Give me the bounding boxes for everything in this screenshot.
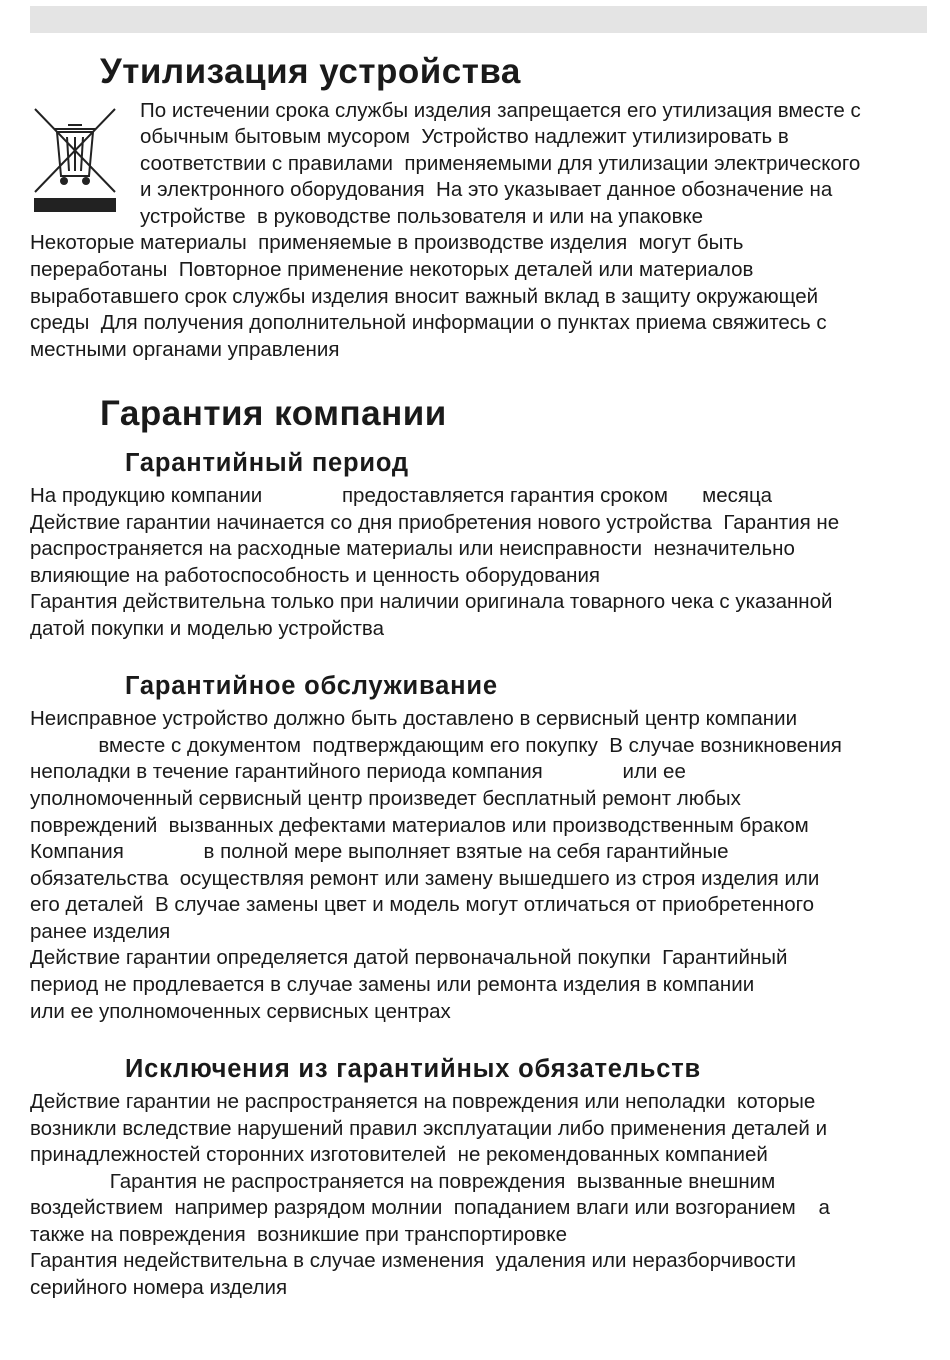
disposal-line: среды Для получения дополнительной информации о пунктах приема свяжитесь с xyxy=(30,311,827,334)
warranty-exclusions-line: серийного номера изделия xyxy=(30,1276,288,1299)
warranty-period-line: Действие гарантии начинается со дня приобретения нового устройства Гарантия не xyxy=(30,511,840,534)
warranty-service-line: вместе с документом подтверждающим его покупку В случае возникновения xyxy=(30,734,842,757)
warranty-exclusions-line: возникли вследствие нарушений правил эксплуатации либо применения деталей и xyxy=(30,1117,828,1140)
disposal-line: и электронного оборудования На это указывает данное обозначение на xyxy=(140,178,833,201)
warranty-service-line: период не продлевается в случае замены или ремонта изделия в компании xyxy=(30,973,755,996)
header-bar xyxy=(30,6,927,33)
warranty-title: Гарантия компании xyxy=(100,394,447,433)
warranty-exclusions-line: Гарантия не распространяется на повреждения вызванные внешним xyxy=(30,1170,776,1193)
warranty-period-line: распространяется на расходные материалы или неисправности незначительно xyxy=(30,537,795,560)
warranty-period-line: влияющие на работоспособность и ценность оборудования xyxy=(30,564,601,587)
warranty-exclusions-line: принадлежностей сторонних изготовителей не рекомендованных компанией xyxy=(30,1143,768,1166)
warranty-period-line: На продукцию компании предоставляется гарантия сроком месяца xyxy=(30,484,773,507)
warranty-service-line: Действие гарантии определяется датой первоначальной покупки Гарантийный xyxy=(30,946,788,969)
disposal-title: Утилизация устройства xyxy=(100,52,521,91)
warranty-exclusions-line: воздействием например разрядом молнии попаданием влаги или возгоранием а xyxy=(30,1196,830,1219)
warranty-service-line: неполадки в течение гарантийного периода компания или ее xyxy=(30,760,686,783)
warranty-exclusions-line: Действие гарантии не распространяется на повреждения или неполадки которые xyxy=(30,1090,816,1113)
warranty-service-line: его деталей В случае замены цвет и модель могут отличаться от приобретенного xyxy=(30,893,815,916)
warranty-service-line: уполномоченный сервисный центр произведет бесплатный ремонт любых xyxy=(30,787,741,810)
warranty-exclusions-title: Исключения из гарантийных обязательств xyxy=(125,1055,701,1083)
disposal-line: устройстве в руководстве пользователя и или на упаковке xyxy=(140,205,704,228)
disposal-line: переработаны Повторное применение некоторых деталей или материалов xyxy=(30,258,754,281)
warranty-period-line: датой покупки и моделью устройства xyxy=(30,617,384,640)
warranty-service-line: Компания в полной мере выполняет взятые на себя гарантийные xyxy=(30,840,729,863)
warranty-service-line: или ее уполномоченных сервисных центрах xyxy=(30,1000,451,1023)
warranty-service-title: Гарантийное обслуживание xyxy=(125,672,498,700)
warranty-service-line: обязательства осуществляя ремонт или замену вышедшего из строя изделия или xyxy=(30,867,820,890)
warranty-period-line: Гарантия действительна только при наличии оригинала товарного чека с указанной xyxy=(30,590,833,613)
disposal-line: обычным бытовым мусором Устройство надлежит утилизировать в xyxy=(140,125,789,148)
warranty-service-line: ранее изделия xyxy=(30,920,171,943)
warranty-service-line: повреждений вызванных дефектами материалов или производственным браком xyxy=(30,814,809,837)
disposal-line: Некоторые материалы применяемые в производстве изделия могут быть xyxy=(30,231,744,254)
warranty-period-title: Гарантийный период xyxy=(125,449,409,477)
warranty-service-line: Неисправное устройство должно быть доставлено в сервисный центр компании xyxy=(30,707,798,730)
crossed-out-wheelie-bin-icon xyxy=(30,104,120,214)
disposal-line: По истечении срока службы изделия запрещается его утилизация вместе с xyxy=(140,99,861,122)
disposal-line: местными органами управления xyxy=(30,338,340,361)
warranty-exclusions-line: Гарантия недействительна в случае изменения удаления или неразборчивости xyxy=(30,1249,796,1272)
warranty-exclusions-line: также на повреждения возникшие при транспортировке xyxy=(30,1223,568,1246)
disposal-line: выработавшего срок службы изделия вносит важный вклад в защиту окружающей xyxy=(30,285,819,308)
disposal-line: соответствии с правилами применяемыми для утилизации электрического xyxy=(140,152,861,175)
